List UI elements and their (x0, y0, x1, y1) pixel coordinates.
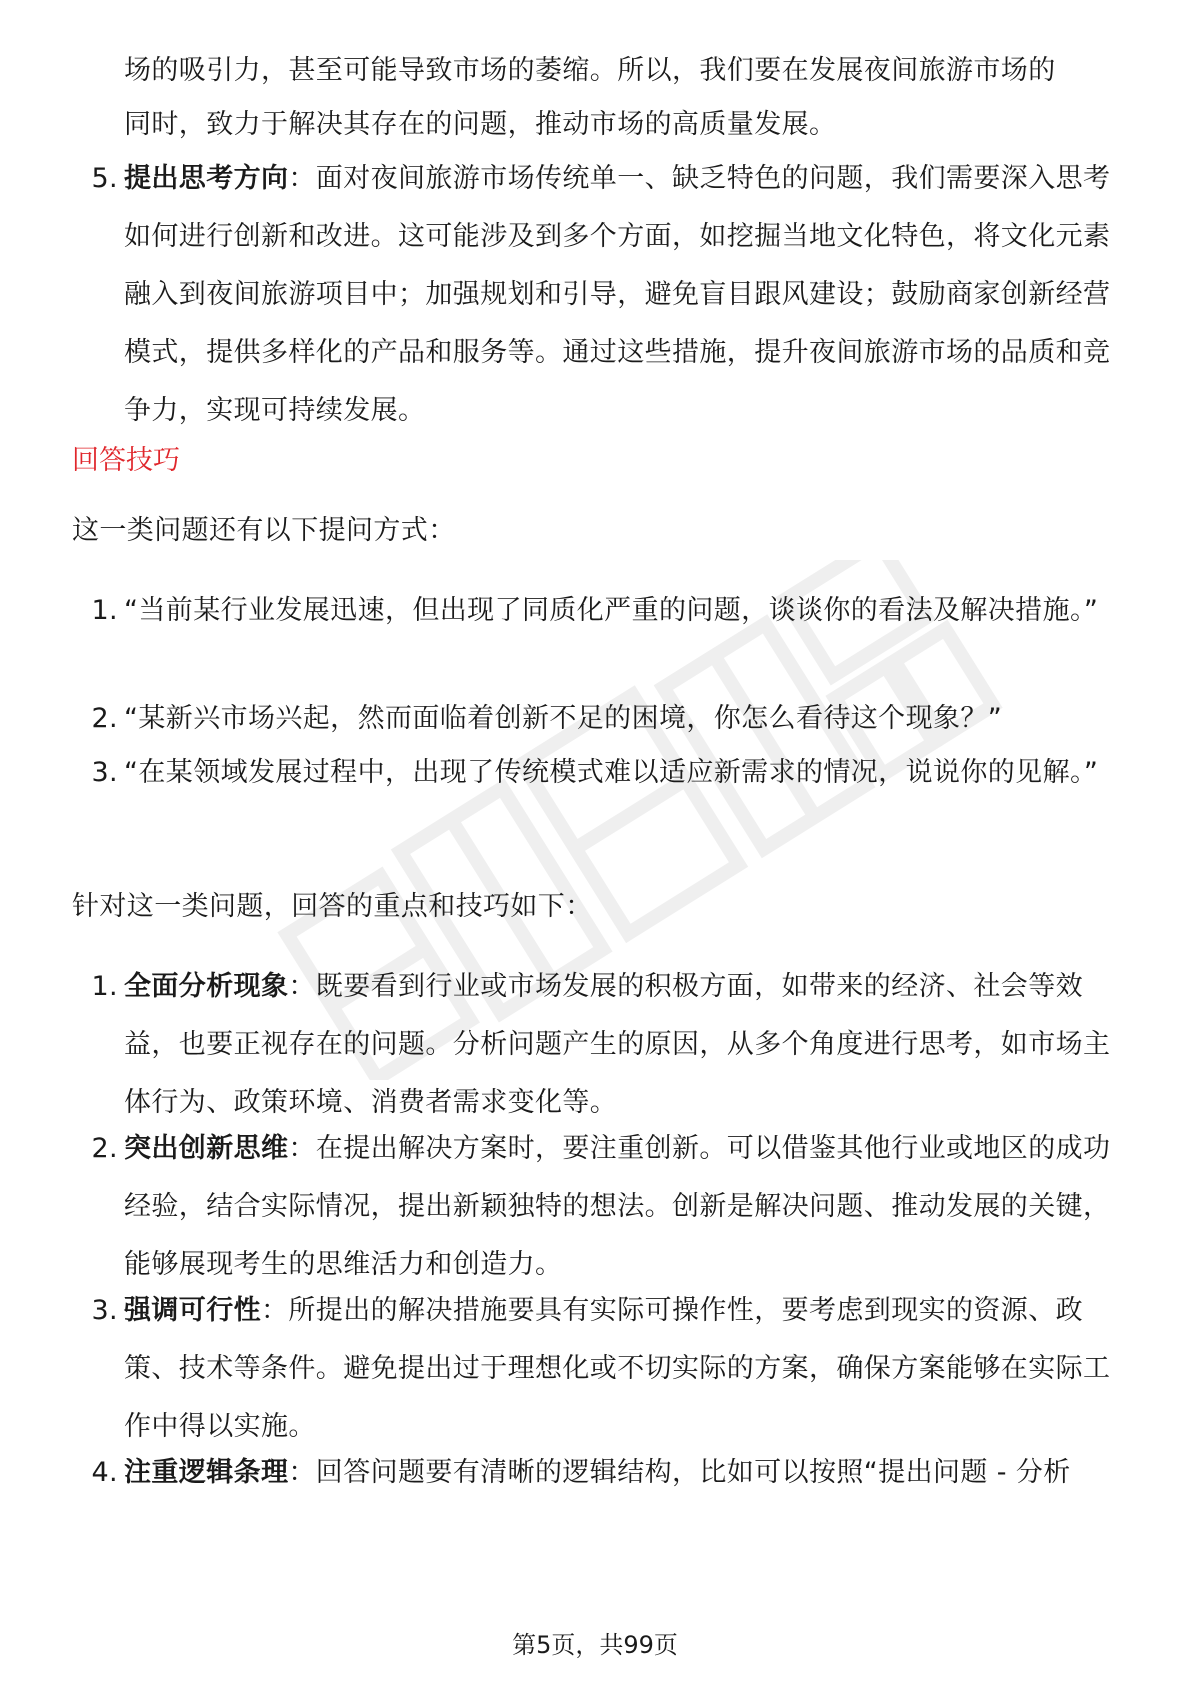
section-heading: 回答技巧 (72, 445, 180, 476)
list-item-question-1 (91, 582, 1120, 640)
tip-text: ：所提出的解决措施要具有实际可操作性，要考虑到现实的资源、政策、技术等条件。避免提出过于理想化或不切实际的方案，确保方案能够在实际工作中得以实施。 (124, 1295, 1111, 1442)
question-text: “当前某行业发展迅速，但出现了同质化严重的问题，谈谈你的看法及解决措施。” (124, 595, 1099, 626)
tip-text: ：回答问题要有清晰的逻辑结构，比如可以按照“提出问题 - 分析 (288, 1457, 1071, 1488)
tip-title: 强调可行性 (124, 1295, 261, 1326)
list-item-tip-2 (91, 1120, 1120, 1294)
list-item-question-3 (91, 744, 1120, 802)
intro-line-1: 场的吸引力，甚至可能导致市场的萎缩。所以，我们要在发展夜间旅游市场的 (124, 55, 1056, 86)
list-number: 2. (91, 1133, 118, 1164)
list-number: 1. (91, 971, 118, 1002)
point-title: 提出思考方向 (124, 163, 289, 194)
list-number: 3. (91, 757, 118, 788)
list-item-tip-4 (91, 1444, 1120, 1502)
tip-title: 全面分析现象 (124, 971, 289, 1002)
point-text: ：面对夜间旅游市场传统单一、缺乏特色的问题，我们需要深入思考如何进行创新和改进。这可能涉及到多个方面，如挖掘当地文化特色，将文化元素融入到夜间旅游项目中；加强规划和引导，避免盲目跟风建设；鼓励商家创新经营模式，提供多样化的产品和服务等。通过这些措施，提升夜间旅游市场的品质和竞争力，实现可持续发展。 (124, 163, 1111, 426)
list-number: 4. (91, 1457, 118, 1488)
question-text: “在某领域发展过程中，出现了传统模式难以适应新需求的情况，说说你的见解。” (124, 757, 1099, 788)
questions-intro: 这一类问题还有以下提问方式： (72, 515, 456, 546)
list-item-tip-1 (91, 958, 1120, 1132)
list-number: 1. (91, 595, 118, 626)
list-number: 3. (91, 1295, 118, 1326)
page-footer: 第5页，共99页 (512, 1631, 678, 1659)
tip-title: 注重逻辑条理 (124, 1457, 289, 1488)
tips-intro: 针对这一类问题，回答的重点和技巧如下： (72, 891, 593, 922)
list-item-tip-3 (91, 1282, 1120, 1456)
list-number: 5. (91, 163, 118, 194)
intro-line-2: 同时，致力于解决其存在的问题，推动市场的高质量发展。 (124, 109, 837, 140)
list-item-point-5 (91, 150, 1120, 440)
tip-title: 突出创新思维 (124, 1133, 289, 1164)
question-text: “某新兴市场兴起，然而面临着创新不足的困境，你怎么看待这个现象？” (124, 703, 1003, 734)
tip-text: ：在提出解决方案时，要注重创新。可以借鉴其他行业或地区的成功经验，结合实际情况，提出新颖独特的想法。创新是解决问题、推动发展的关键，能够展现考生的思维活力和创造力。 (124, 1133, 1111, 1280)
tip-text: ：既要看到行业或市场发展的积极方面，如带来的经济、社会等效益，也要正视存在的问题。分析问题产生的原因，从多个角度进行思考，如市场主体行为、政策环境、消费者需求变化等。 (124, 971, 1111, 1118)
list-number: 2. (91, 703, 118, 734)
list-item-question-2 (91, 690, 1120, 748)
